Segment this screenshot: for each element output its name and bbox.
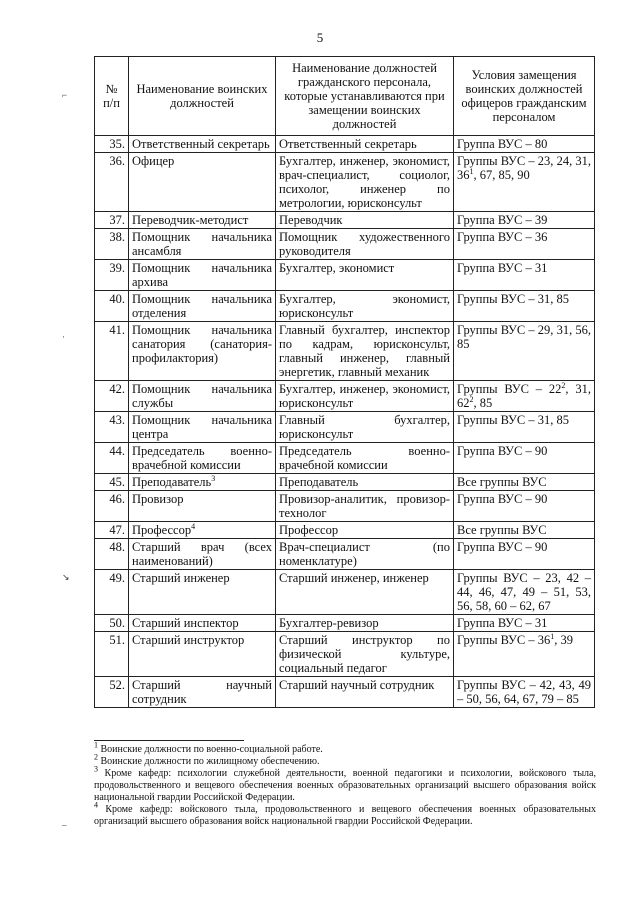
civil-position: Бухгалтер-ревизор <box>276 615 454 632</box>
footnote-divider <box>94 740 244 741</box>
footnotes <box>94 740 596 828</box>
row-number: 41. <box>95 322 129 381</box>
margin-mark: ⌐ <box>62 90 68 100</box>
civil-position: Старший инструктор по физической культуре, социальный педагог <box>276 632 454 677</box>
replacement-conditions: Группа ВУС – 80 <box>454 136 595 153</box>
table-row <box>95 539 595 570</box>
row-number: 39. <box>95 260 129 291</box>
row-number: 36. <box>95 153 129 212</box>
military-position: Помощник начальника ансамбля <box>129 229 276 260</box>
replacement-conditions: Группы ВУС – 31, 85 <box>454 412 595 443</box>
military-position: Помощник начальника отделения <box>129 291 276 322</box>
table-row <box>95 677 595 708</box>
table-row <box>95 632 595 677</box>
footnote-text: Кроме кафедр: психологии служебной деятельности, военной педагогики и психологии, войскового тыла, продовольственного и вещевого обеспечения военных образовательных организаций высшего образования войск национальной гвардии Российской Федерации. <box>94 768 596 803</box>
table-row <box>95 491 595 522</box>
military-position: Профессор$^4$ <box>129 522 276 539</box>
replacement-conditions: Группы ВУС – 29, 31, 56, 85 <box>454 322 595 381</box>
row-number: 44. <box>95 443 129 474</box>
footnote-text: Воинские должности по жилищному обеспечению. <box>98 756 320 767</box>
civil-position: Врач-специалист (по номенклатуре) <box>276 539 454 570</box>
table-body <box>95 136 595 708</box>
table-row <box>95 522 595 539</box>
footnote-mark: 3 <box>94 764 98 774</box>
table-row <box>95 291 595 322</box>
replacement-conditions: Группа ВУС – 31 <box>454 615 595 632</box>
military-position: Помощник начальника санатория (санатория-профилактория) <box>129 322 276 381</box>
row-number: 37. <box>95 212 129 229</box>
replacement-conditions: Все группы ВУС <box>454 474 595 491</box>
replacement-conditions: Группа ВУС – 90 <box>454 443 595 474</box>
civil-position: Провизор-аналитик, провизор-технолог <box>276 491 454 522</box>
footnote-ref: 2 <box>561 380 566 390</box>
row-number: 50. <box>95 615 129 632</box>
row-number: 47. <box>95 522 129 539</box>
replacement-conditions: Группа ВУС – 90 <box>454 491 595 522</box>
replacement-conditions: Группы ВУС – 42, 43, 49 – 50, 56, 64, 67, 79 – 85 <box>454 677 595 708</box>
replacement-conditions: Группа ВУС – 90 <box>454 539 595 570</box>
civil-position: Бухгалтер, экономист <box>276 260 454 291</box>
row-number: 45. <box>95 474 129 491</box>
replacement-conditions: Группы ВУС – $22^2$, 31, $62^2$, 85 <box>454 381 595 412</box>
military-position: Старший врач (всех наименований) <box>129 539 276 570</box>
footnote <box>94 740 596 756</box>
civil-position: Профессор <box>276 522 454 539</box>
row-number: 40. <box>95 291 129 322</box>
table-row <box>95 570 595 615</box>
replacement-conditions: Группы ВУС – 23, 24, 31, $36^1$, 67, 85, 90 <box>454 153 595 212</box>
military-position: Помощник начальника архива <box>129 260 276 291</box>
table-row <box>95 443 595 474</box>
footnote-mark: 2 <box>94 752 98 762</box>
table-row <box>95 153 595 212</box>
header-conditions: Условия замещения воинских должностей офицеров гражданским персоналом <box>454 57 595 136</box>
military-position: Переводчик-методист <box>129 212 276 229</box>
row-number: 49. <box>95 570 129 615</box>
table-row <box>95 136 595 153</box>
military-position: Преподаватель$^3$ <box>129 474 276 491</box>
row-number: 52. <box>95 677 129 708</box>
table-row <box>95 412 595 443</box>
civil-position: Ответственный секретарь <box>276 136 454 153</box>
positions-table <box>94 56 595 708</box>
replacement-conditions: Группа ВУС – 36 <box>454 229 595 260</box>
replacement-conditions: Группы ВУС – $36^1$, 39 <box>454 632 595 677</box>
military-position: Помощник начальника службы <box>129 381 276 412</box>
civil-position: Преподаватель <box>276 474 454 491</box>
footnote <box>94 752 596 768</box>
row-number: 35. <box>95 136 129 153</box>
civil-position: Бухгалтер, экономист, юрисконсульт <box>276 291 454 322</box>
replacement-conditions: Все группы ВУС <box>454 522 595 539</box>
table-row <box>95 229 595 260</box>
row-number: 42. <box>95 381 129 412</box>
footnote-ref: 1 <box>550 631 555 641</box>
footnote-ref: 2 <box>469 394 474 404</box>
table-row <box>95 474 595 491</box>
table-row <box>95 212 595 229</box>
military-position: Старший научный сотрудник <box>129 677 276 708</box>
header-civil: Наименование должностей гражданского персонала, которые устанавливаются при замещении воинских должностей <box>276 57 454 136</box>
margin-mark: · <box>62 332 65 342</box>
military-position: Старший инженер <box>129 570 276 615</box>
civil-position: Бухгалтер, инженер, экономист, врач-специалист, социолог, психолог, инженер по метрологии, юрисконсульт <box>276 153 454 212</box>
footnote-mark: 4 <box>94 800 98 810</box>
military-position: Старший инструктор <box>129 632 276 677</box>
page-number: 5 <box>316 30 324 45</box>
table-row <box>95 322 595 381</box>
replacement-conditions: Группы ВУС – 31, 85 <box>454 291 595 322</box>
table-row <box>95 381 595 412</box>
footnote-text: Кроме кафедр: войскового тыла, продовольственного и вещевого обеспечения военных образовательных организаций высшего образования войск национальной гвардии Российской Федерации. <box>94 804 596 827</box>
header-military: Наименование воинских должностей <box>129 57 276 136</box>
military-position: Провизор <box>129 491 276 522</box>
footnote-ref: 4 <box>191 521 196 531</box>
civil-position: Старший научный сотрудник <box>276 677 454 708</box>
footnote <box>94 800 596 828</box>
replacement-conditions: Группа ВУС – 31 <box>454 260 595 291</box>
civil-position: Помощник художественного руководителя <box>276 229 454 260</box>
footnote-list <box>94 740 596 828</box>
military-position: Председатель военно-врачебной комиссии <box>129 443 276 474</box>
civil-position: Переводчик <box>276 212 454 229</box>
footnote-ref: 1 <box>469 166 474 176</box>
table-row <box>95 260 595 291</box>
military-position: Офицер <box>129 153 276 212</box>
footnote-text: Воинские должности по военно-социальной работе. <box>98 744 323 755</box>
civil-position: Главный бухгалтер, юрисконсульт <box>276 412 454 443</box>
civil-position: Бухгалтер, инженер, экономист, юрисконсульт <box>276 381 454 412</box>
margin-mark: ↘ <box>62 572 70 582</box>
footnote-ref: 3 <box>211 473 216 483</box>
row-number: 46. <box>95 491 129 522</box>
table-row <box>95 615 595 632</box>
header-num: № п/п <box>95 57 129 136</box>
footnote-mark: 1 <box>94 740 98 750</box>
civil-position: Главный бухгалтер, инспектор по кадрам, юрисконсульт, главный инженер, главный энергетик, главный механик <box>276 322 454 381</box>
margin-mark: – <box>62 820 67 830</box>
row-number: 48. <box>95 539 129 570</box>
military-position: Ответственный секретарь <box>129 136 276 153</box>
military-position: Старший инспектор <box>129 615 276 632</box>
replacement-conditions: Группа ВУС – 39 <box>454 212 595 229</box>
footnote <box>94 764 596 804</box>
row-number: 43. <box>95 412 129 443</box>
civil-position: Старший инженер, инженер <box>276 570 454 615</box>
replacement-conditions: Группы ВУС – 23, 42 – 44, 46, 47, 49 – 51, 53, 56, 58, 60 – 62, 67 <box>454 570 595 615</box>
civil-position: Председатель военно-врачебной комиссии <box>276 443 454 474</box>
row-number: 51. <box>95 632 129 677</box>
military-position: Помощник начальника центра <box>129 412 276 443</box>
table-header-row <box>95 57 595 136</box>
row-number: 38. <box>95 229 129 260</box>
